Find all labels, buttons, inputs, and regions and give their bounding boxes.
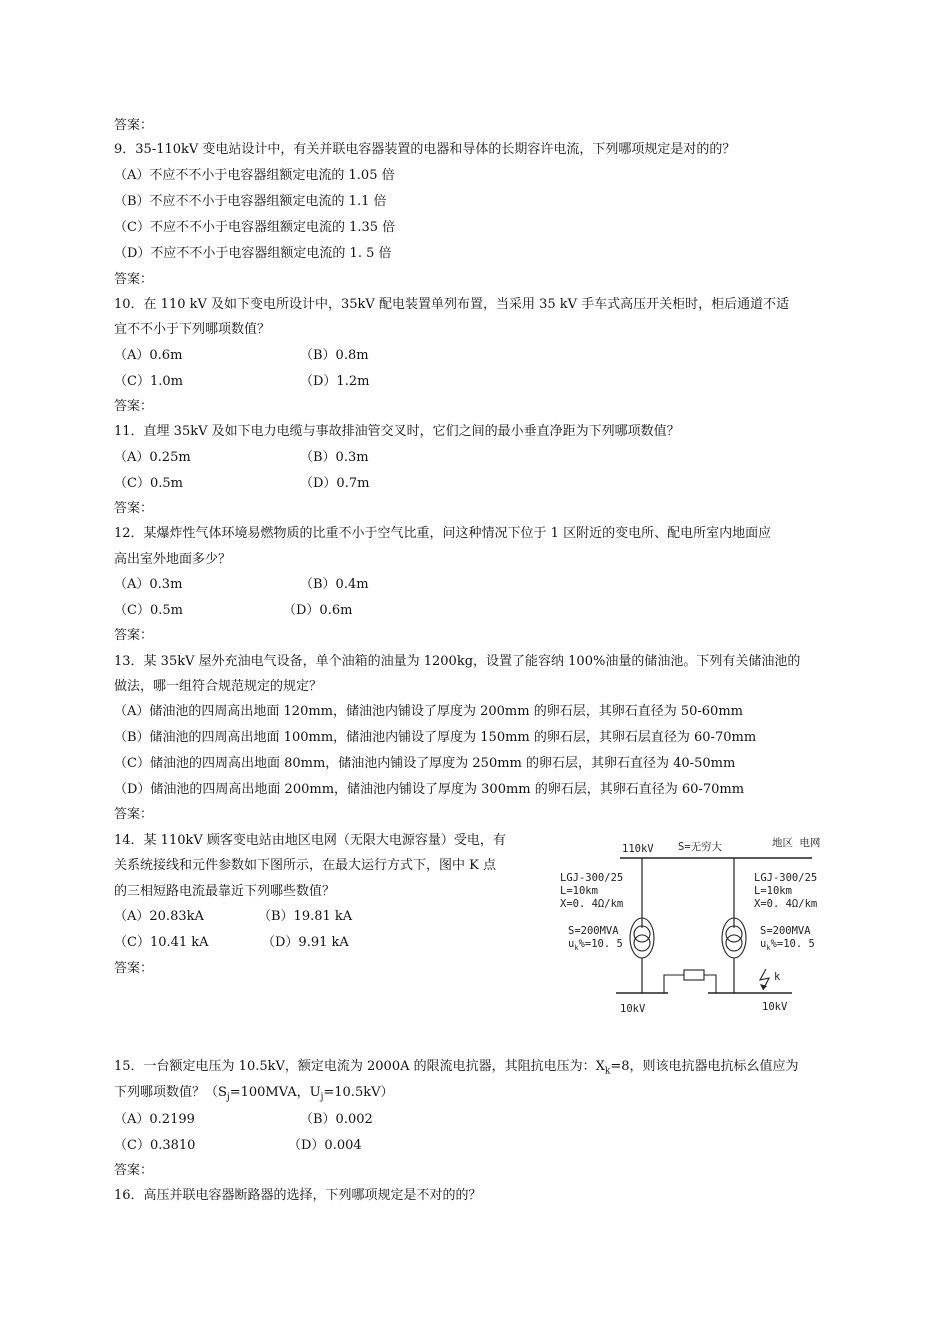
- option-15b: （B）0.002: [300, 1112, 373, 1127]
- option-14d: （D）9.91 kA: [262, 935, 349, 950]
- option-13a: （A）储油池的四周高出地面 120mm，储油池内铺设了厚度为 200mm 的卵石层，其卵石直径为 50-60mm: [114, 704, 743, 719]
- question-12-line2: 高出室外地面多少？: [114, 552, 232, 567]
- grid-label: 地区 电网: [772, 837, 821, 849]
- source-label: S=无穷大: [678, 841, 723, 853]
- circuit-diagram: [556, 830, 846, 1020]
- option-9d: （D）不应不不小于电容器组额定电流的 1. 5 倍: [114, 246, 392, 261]
- question-13-line1: 13．某 35kV 屋外充油电气设备，单个油箱的油量为 1200kg，设置了能容纳 100%油量的储油池。下列有关储油池的: [114, 654, 801, 669]
- line-left-label-2: L=10km: [560, 885, 598, 897]
- option-14a: （A）20.83kA: [114, 909, 204, 924]
- question-15-line1: 15．一台额定电压为 10.5kV，额定电流为 2000A 的限流电抗器，其阻抗电压为：$X_k=8$，则该电抗器电抗标幺值应为: [114, 1059, 799, 1077]
- question-16: 16．高压并联电容器断路器的选择，下列哪项规定是不对的的？: [114, 1188, 482, 1203]
- answer-label: 答案：: [114, 501, 154, 516]
- question-13-line2: 做法，哪一组符合规范规定的规定？: [114, 679, 323, 694]
- line-left-label-3: X=0. 4Ω/km: [560, 898, 624, 910]
- transformer-left-winding-1: [634, 926, 650, 942]
- option-10a: （A）0.6m: [114, 348, 183, 363]
- question-14-line1: 14．某 110kV 顾客变电站由地区电网（无限大电源容量）受电，有: [114, 833, 506, 848]
- option-11d: （D）0.7m: [300, 476, 370, 491]
- answer-label: 答案：: [114, 807, 154, 822]
- option-11b: （B）0.3m: [300, 450, 369, 465]
- line-right-label-3: X=0. 4Ω/km: [754, 898, 818, 910]
- option-13d: （D）储油池的四周高出地面 200mm，储油池内铺设了厚度为 300mm 的卵石层，其卵石直径为 60-70mm: [114, 782, 745, 797]
- option-13b: （B）储油池的四周高出地面 100mm，储油池内铺设了厚度为 150mm 的卵石层，其卵石层直径为 60-70mm: [114, 730, 757, 745]
- reactor: [684, 970, 704, 980]
- question-15-line2: 下列哪项数值？（$S_j=100MVA$，$U_j=10.5kV$）: [114, 1085, 394, 1103]
- option-13c: （C）储油池的四周高出地面 80mm，储油池内铺设了厚度为 250mm 的卵石层，其卵石直径为 40-50mm: [114, 756, 736, 771]
- option-9a: （A）不应不不小于电容器组额定电流的 1.05 倍: [114, 168, 395, 183]
- tx-right-label-1: S=200MVA: [760, 925, 811, 937]
- question-10-line2: 宜不不小于下列哪项数值？: [114, 322, 271, 337]
- option-14c: （C）10.41 kA: [114, 935, 209, 950]
- question-12-line1: 12．某爆炸性气体环境易燃物质的比重不小于空气比重，问这种情况下位于 1 区附近的变电所、配电所室内地面应: [114, 526, 772, 541]
- line-right-label-1: LGJ-300/25: [754, 872, 818, 884]
- question-9: 9．35-110kV 变电站设计中，有关并联电容器装置的电器和导体的长期容许电流，下列哪项规定是对的的？: [114, 142, 736, 157]
- answer-label: 答案：: [114, 628, 154, 643]
- option-12a: （A）0.3m: [114, 577, 183, 592]
- tx-right-label-2: $u_k\%=10$. 5: [760, 938, 815, 952]
- bus-110kv-label: 110kV: [622, 843, 654, 855]
- option-15d: （D）0.004: [288, 1138, 362, 1153]
- option-11c: （C）0.5m: [114, 476, 183, 491]
- option-12c: （C）0.5m: [114, 603, 183, 618]
- answer-label: 答案：: [114, 399, 154, 414]
- answer-label: 答案：: [114, 118, 154, 133]
- question-14-line3: 的三相短路电流最靠近下列哪些数值？: [114, 884, 336, 899]
- option-12b: （B）0.4m: [300, 577, 369, 592]
- question-10-line1: 10．在 110 kV 及如下变电所设计中，35kV 配电装置单列布置，当采用 35 kV 手车式高压开关柜时，柜后通道不适: [114, 297, 790, 312]
- option-15a: （A）0.2199: [114, 1112, 195, 1127]
- bus-10kv-right-label: 10kV: [762, 1001, 788, 1013]
- transformer-right-winding-2: [726, 935, 742, 951]
- fault-label: k: [774, 971, 781, 983]
- option-10c: （C）1.0m: [114, 374, 183, 389]
- tx-left-label-2: $u_k\%=10$. 5: [568, 938, 623, 952]
- line-right-label-2: L=10km: [754, 885, 792, 897]
- question-14-line2: 关系统接线和元件参数如下图所示，在最大运行方式下，图中 K 点: [114, 858, 496, 873]
- question-11: 11．直埋 35kV 及如下电力电缆与事故排油管交叉时，它们之间的最小垂直净距为下列哪项数值？: [114, 424, 680, 439]
- answer-label: 答案：: [114, 272, 154, 287]
- option-9b: （B）不应不不小于电容器组额定电流的 1.1 倍: [114, 194, 387, 209]
- transformer-left-winding-2: [634, 935, 650, 951]
- answer-label: 答案：: [114, 1163, 154, 1178]
- answer-label: 答案：: [114, 961, 154, 976]
- option-15c: （C）0.3810: [114, 1138, 196, 1153]
- option-12d: （D）0.6m: [283, 603, 353, 618]
- bus-10kv-left-label: 10kV: [620, 1003, 646, 1015]
- option-11a: （A）0.25m: [114, 450, 191, 465]
- transformer-right-winding-1: [726, 926, 742, 942]
- option-14b: （B）19.81 kA: [258, 909, 353, 924]
- option-9c: （C）不应不不小于电容器组额定电流的 1.35 倍: [114, 220, 396, 235]
- option-10b: （B）0.8m: [300, 348, 369, 363]
- tx-left-label-1: S=200MVA: [568, 925, 619, 937]
- line-left-label-1: LGJ-300/25: [560, 872, 624, 884]
- option-10d: （D）1.2m: [300, 374, 370, 389]
